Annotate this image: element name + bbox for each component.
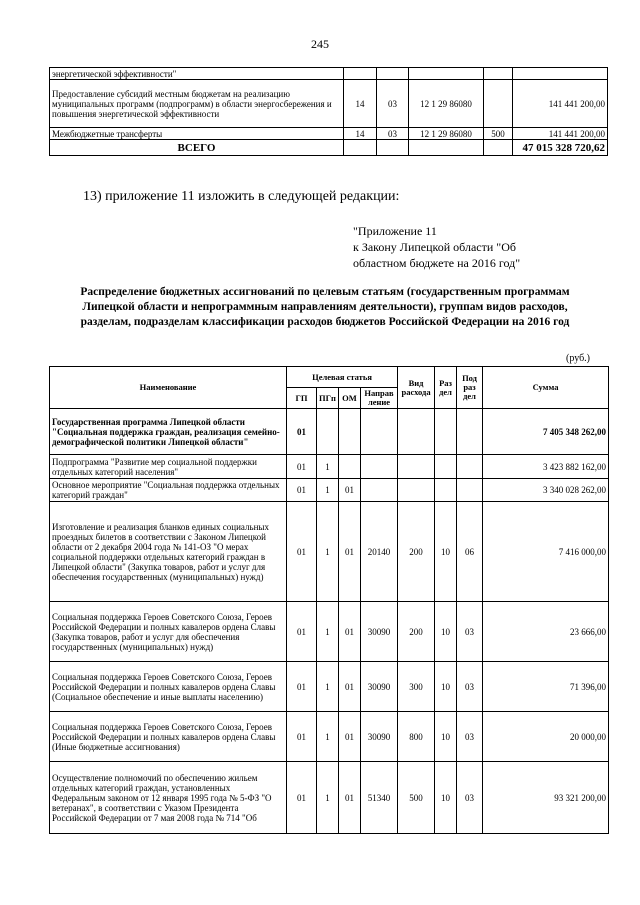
- total-label: ВСЕГО: [50, 140, 344, 156]
- appendix-reference: [353, 223, 520, 271]
- cell-sum: 71 396,00: [483, 662, 609, 712]
- cell-vid: [398, 479, 435, 502]
- cell-napr: 30090: [361, 602, 398, 662]
- cell-prz: [457, 479, 483, 502]
- cell-pgp: 03: [377, 80, 409, 128]
- cell-sum: 7 405 348 262,00: [483, 409, 609, 455]
- cell-gp: [344, 68, 377, 80]
- cell-napr: 20140: [361, 502, 398, 602]
- cell-vid: 200: [398, 502, 435, 602]
- appendix-line-3: областном бюджете на 2016 год": [353, 256, 521, 270]
- cell-name: энергетической эффективности": [50, 68, 344, 80]
- table-row: [50, 662, 609, 712]
- table-row: [50, 762, 609, 834]
- total-sum: 47 015 328 720,62: [513, 140, 608, 156]
- cell-pgp: [377, 68, 409, 80]
- cell-vr: 500: [484, 128, 513, 140]
- cell-napr: 30090: [361, 662, 398, 712]
- cell-sum: 3 340 028 262,00: [483, 479, 609, 502]
- cell-pgp: 1: [317, 602, 339, 662]
- cell-name: Социальная поддержка Героев Советского Союза, Героев Российской Федерации и полных кавалеров ордена Славы (Иные бюджетные ассигнования): [50, 712, 287, 762]
- table-row: [50, 502, 609, 602]
- cell-vr: [484, 68, 513, 80]
- cell-rz: [435, 455, 457, 479]
- empty-cell: [409, 140, 484, 156]
- cell-vid: 500: [398, 762, 435, 834]
- cell-vid: 300: [398, 662, 435, 712]
- header-name: Наименование: [50, 367, 287, 409]
- header-section: Раз дел: [435, 367, 457, 409]
- budget-table-continuation: [49, 67, 608, 156]
- table-row: [50, 455, 609, 479]
- cell-om: 01: [339, 762, 361, 834]
- cell-prz: 06: [457, 502, 483, 602]
- cell-napr: 30090: [361, 712, 398, 762]
- cell-csr: [409, 68, 484, 80]
- header-target-article: Целевая статья: [287, 367, 398, 388]
- cell-name: Социальная поддержка Героев Советского Союза, Героев Российской Федерации и полных кавалеров ордена Славы (Закупка товаров, работ и услуг для обеспечения государственных (муниципальных) нужд): [50, 602, 287, 662]
- cell-gp: 01: [287, 662, 317, 712]
- cell-napr: [361, 455, 398, 479]
- table-row: [50, 602, 609, 662]
- cell-pgp: 1: [317, 762, 339, 834]
- cell-sum: 3 423 882 162,00: [483, 455, 609, 479]
- appendix-line-1: "Приложение 11: [353, 224, 437, 238]
- cell-rz: 10: [435, 662, 457, 712]
- cell-name: Межбюджетные трансферты: [50, 128, 344, 140]
- cell-om: 01: [339, 479, 361, 502]
- cell-sum: 20 000,00: [483, 712, 609, 762]
- cell-csr: 12 1 29 86080: [409, 80, 484, 128]
- cell-sum: 7 416 000,00: [483, 502, 609, 602]
- cell-rz: [435, 409, 457, 455]
- header-sum: Сумма: [483, 367, 609, 409]
- cell-napr: [361, 409, 398, 455]
- cell-name: Предоставление субсидий местным бюджетам на реализацию муниципальных программ (подпрограмм) в области энергосбережения и повышения энергетической эффективности: [50, 80, 344, 128]
- cell-prz: 03: [457, 712, 483, 762]
- cell-sum: 23 666,00: [483, 602, 609, 662]
- header-pgp: ПГп: [317, 388, 339, 409]
- cell-gp: 01: [287, 762, 317, 834]
- cell-pgp: 1: [317, 455, 339, 479]
- cell-name: Государственная программа Липецкой области "Социальная поддержка граждан, реализация семейно-демографической политики Липецкой области": [50, 409, 287, 455]
- cell-name: Изготовление и реализация бланков единых социальных проездных билетов в соответствии с Законом Липецкой области от 2 декабря 2004 года № 141-ОЗ "О мерах социальной поддержки отдельных категорий граждан в Липецкой области" (Закупка товаров, работ и услуг для обеспечения государственных (муниципальных) нужд): [50, 502, 287, 602]
- cell-prz: 03: [457, 602, 483, 662]
- cell-rz: [435, 479, 457, 502]
- cell-napr: [361, 479, 398, 502]
- page-number: 245: [311, 37, 329, 51]
- cell-pgp: 03: [377, 128, 409, 140]
- cell-vid: [398, 455, 435, 479]
- table-row: [50, 409, 609, 455]
- empty-cell: [344, 140, 377, 156]
- cell-prz: [457, 409, 483, 455]
- header-subsection: Под раз дел: [457, 367, 483, 409]
- cell-vr: [484, 80, 513, 128]
- table-row: [50, 128, 608, 140]
- cell-vid: 800: [398, 712, 435, 762]
- cell-name: Основное мероприятие "Социальная поддержка отдельных категорий граждан": [50, 479, 287, 502]
- cell-napr: 51340: [361, 762, 398, 834]
- cell-sum: 141 441 200,00: [513, 80, 608, 128]
- empty-cell: [377, 140, 409, 156]
- empty-cell: [484, 140, 513, 156]
- cell-pgp: 1: [317, 502, 339, 602]
- cell-gp: 14: [344, 128, 377, 140]
- budget-allocation-table: [49, 366, 609, 834]
- table-row: [50, 80, 608, 128]
- document-title: Распределение бюджетных ассигнований по целевым статьям (государственным программам Липецкой области и непрограммным направлениям деятельности), группам видов расходов, разделам, подразделам классификации расходов бюджетов Российской Федерации на 2016 год: [80, 286, 570, 328]
- cell-pgp: [317, 409, 339, 455]
- header-expense-type: Вид расхода: [398, 367, 435, 409]
- cell-sum: 141 441 200,00: [513, 128, 608, 140]
- cell-gp: 14: [344, 80, 377, 128]
- cell-csr: 12 1 29 86080: [409, 128, 484, 140]
- cell-gp: 01: [287, 602, 317, 662]
- appendix-line-2: к Закону Липецкой области "Об: [353, 240, 516, 254]
- cell-name: Подпрограмма "Развитие мер социальной поддержки отдельных категорий населения": [50, 455, 287, 479]
- cell-pgp: 1: [317, 479, 339, 502]
- cell-gp: 01: [287, 712, 317, 762]
- cell-rz: 10: [435, 502, 457, 602]
- header-om: ОМ: [339, 388, 361, 409]
- cell-gp: 01: [287, 409, 317, 455]
- cell-vid: [398, 409, 435, 455]
- cell-rz: 10: [435, 602, 457, 662]
- header-gp: ГП: [287, 388, 317, 409]
- cell-sum: 93 321 200,00: [483, 762, 609, 834]
- cell-vid: 200: [398, 602, 435, 662]
- cell-om: 01: [339, 502, 361, 602]
- cell-gp: 01: [287, 502, 317, 602]
- table-row: [50, 712, 609, 762]
- total-row: [50, 140, 608, 156]
- currency-unit: (руб.): [566, 353, 590, 364]
- cell-pgp: 1: [317, 662, 339, 712]
- cell-om: [339, 409, 361, 455]
- cell-gp: 01: [287, 455, 317, 479]
- table-row: [50, 68, 608, 80]
- cell-rz: 10: [435, 762, 457, 834]
- cell-prz: 03: [457, 662, 483, 712]
- cell-om: [339, 455, 361, 479]
- cell-pgp: 1: [317, 712, 339, 762]
- table-row: [50, 479, 609, 502]
- cell-name: Социальная поддержка Героев Советского Союза, Героев Российской Федерации и полных кавалеров ордена Славы (Социальное обеспечение и иные выплаты населению): [50, 662, 287, 712]
- cell-sum: [513, 68, 608, 80]
- cell-prz: 03: [457, 762, 483, 834]
- cell-rz: 10: [435, 712, 457, 762]
- header-direction: Направ ление: [361, 388, 398, 409]
- cell-om: 01: [339, 712, 361, 762]
- cell-om: 01: [339, 662, 361, 712]
- cell-name: Осуществление полномочий по обеспечению жильем отдельных категорий граждан, установленных Федеральным законом от 12 января 1995 года № 5-ФЗ "О ветеранах", в соответствии с Указом Президента Российской Федерации от 7 мая 2008 года № 714 "Об: [50, 762, 287, 834]
- cell-prz: [457, 455, 483, 479]
- cell-gp: 01: [287, 479, 317, 502]
- cell-om: 01: [339, 602, 361, 662]
- amendment-paragraph: 13) приложение 11 изложить в следующей редакции:: [83, 189, 400, 204]
